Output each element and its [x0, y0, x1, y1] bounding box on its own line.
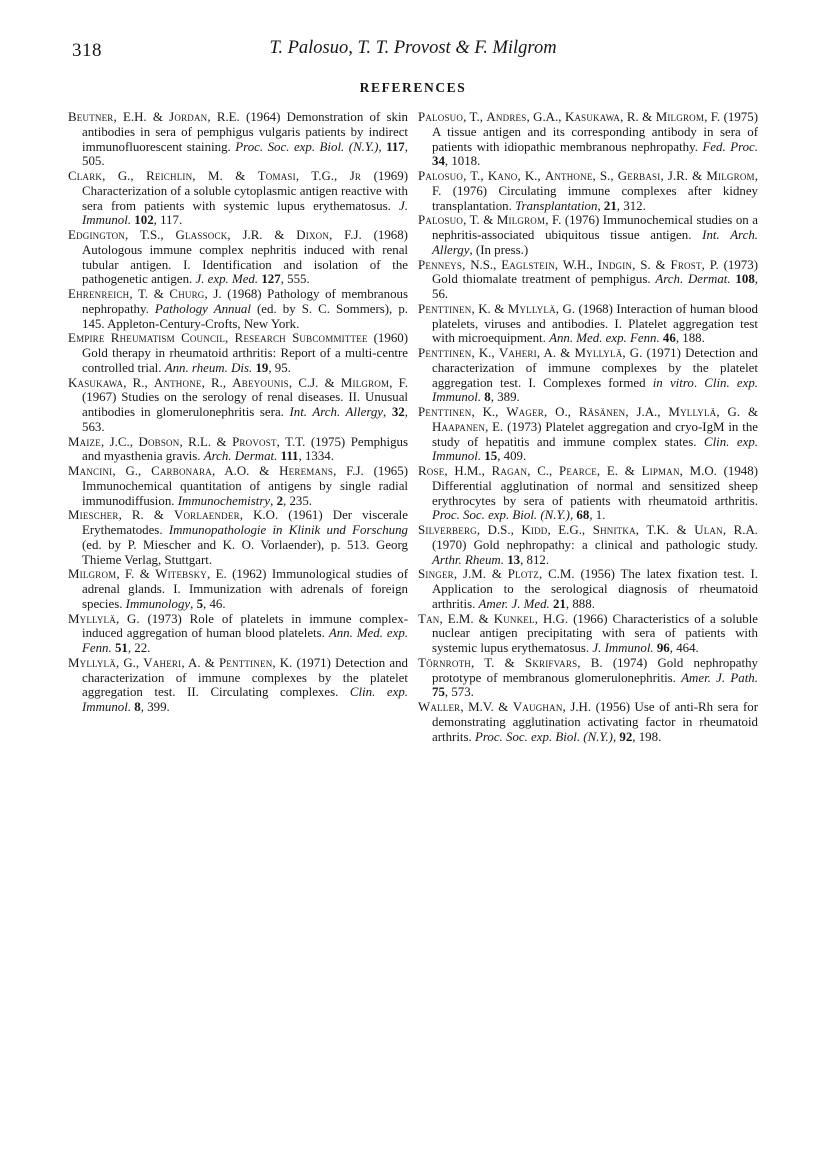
reference-entry: Singer, J.M. & Plotz, C.M. (1956) The latex fixation test. I. Application to the serological diagnosis of rheumatoid arthritis. Amer. J. Med. 21, 888.	[418, 567, 758, 611]
reference-entry: Törnroth, T. & Skrifvars, B. (1974) Gold nephropathy prototype of membranous glomerulonephritis. Amer. J. Path. 75, 573.	[418, 655, 758, 700]
page-number: 318	[72, 40, 102, 61]
reference-entry: Penttinen, K. & Myllylä, G. (1968) Interaction of human blood platelets, viruses and antibodies. I. Platelet aggregation test with microequipment. Ann. Med. exp. Fenn. 46, 188.	[418, 301, 758, 346]
reference-entry: Penneys, N.S., Eaglstein, W.H., Indgin, S. & Frost, P. (1973) Gold thiomalate treatment of pemphigus. Arch. Dermat. 108, 56.	[418, 257, 758, 301]
references-column-left	[68, 110, 408, 744]
reference-entry: Silverberg, D.S., Kidd, E.G., Shnitka, T.K. & Ulan, R.A. (1970) Gold nephropathy: a clinical and pathologic study. Arthr. Rheum. 13, 812.	[418, 523, 758, 567]
reference-entry: Mancini, G., Carbonara, A.O. & Heremans, F.J. (1965) Immunochemical quantitation of antigens by single radial immunodiffusion. Immunochemistry, 2, 235.	[68, 464, 408, 508]
reference-entry: Edgington, T.S., Glassock, J.R. & Dixon, F.J. (1968) Autologous immune complex nephritis induced with renal tubular antigen. I. Identification and isolation of the pathogenetic antigen. J. exp. Med. 127, 555.	[68, 228, 408, 287]
reference-entry: Myllylä, G. (1973) Role of platelets in immune complex-induced aggregation of human blood platelets. Ann. Med. exp. Fenn. 51, 22.	[68, 611, 408, 655]
reference-entry: Penttinen, K., Vaheri, A. & Myllylä, G. (1971) Detection and characterization of immune complexes by the platelet aggregation test. I. Complexes formed in vitro. Clin. exp. Immunol. 8, 389.	[418, 346, 759, 405]
reference-entry: Empire Rheumatism Council, Research Subcommittee (1960) Gold therapy in rheumatoid arthritis: Report of a multi-centre controlled trial. Ann. rheum. Dis. 19, 95.	[68, 331, 408, 375]
running-head: T. Palosuo, T. T. Provost & F. Milgrom	[269, 38, 557, 58]
references-section	[68, 110, 758, 744]
reference-entry: Myllylä, G., Vaheri, A. & Penttinen, K. (1971) Detection and characterization of immune complexes by the platelet aggregation test. II. Circulating complexes. Clin. exp. Immunol. 8, 399.	[68, 655, 408, 714]
reference-entry: Tan, E.M. & Kunkel, H.G. (1966) Characteristics of a soluble nuclear antigen precipitating with sera of patients with systemic lupus erythematosus. J. Immunol. 96, 464.	[418, 611, 759, 655]
reference-entry: Rose, H.M., Ragan, C., Pearce, E. & Lipman, M.O. (1948) Differential agglutination of normal and sensitized sheep erythrocytes by sera of patients with rheumatoid arthritis. Proc. Soc. exp. Biol. (N.Y.), 68, 1.	[418, 464, 758, 523]
reference-entry: Beutner, E.H. & Jordan, R.E. (1964) Demonstration of skin antibodies in sera of pemphigus vulgaris patients by indirect immunofluorescent staining. Proc. Soc. exp. Biol. (N.Y.), 117, 505.	[68, 110, 409, 169]
reference-entry: Waller, M.V. & Vaughan, J.H. (1956) Use of anti-Rh sera for demonstrating agglutination activating factor in rheumatoid arthrits. Proc. Soc. exp. Biol. (N.Y.), 92, 198.	[418, 700, 758, 744]
reference-entry: Miescher, R. & Vorlaender, K.O. (1961) Der viscerale Erythematodes. Immunopathologie in Klinik und Forschung (ed. by P. Miescher and K. O. Vorlaender), p. 513. Georg Thieme Verlag, Stuttgart.	[68, 508, 408, 567]
reference-entry: Milgrom, F. & Witebsky, E. (1962) Immunological studies of adrenal glands. I. Immunization with adrenals of foreign species. Immunology, 5, 46.	[68, 567, 408, 611]
reference-entry: Penttinen, K., Wager, O., Räsänen, J.A., Myllylä, G. & Haapanen, E. (1973) Platelet aggregation and cryo-IgM in the study of hepatitis and immune complex states. Clin. exp. Immunol. 15, 409.	[418, 405, 759, 464]
references-column-right	[418, 110, 758, 744]
reference-entry: Kasukawa, R., Anthone, R., Abeyounis, C.J. & Milgrom, F. (1967) Studies on the serology of renal diseases. II. Unusual antibodies in glomerulonephritis sera. Int. Arch. Allergy, 32, 563.	[68, 375, 409, 434]
reference-entry: Maize, J.C., Dobson, R.L. & Provost, T.T. (1975) Pemphigus and myasthenia gravis. Arch. Dermat. 111, 1334.	[68, 434, 408, 464]
reference-entry: Palosuo, T., Kano, K., Anthone, S., Gerbasi, J.R. & Milgrom, F. (1976) Circulating immune complexes after kidney transplantation. Transplantation, 21, 312.	[418, 169, 758, 213]
section-title: REFERENCES	[359, 80, 467, 95]
reference-entry: Palosuo, T. & Milgrom, F. (1976) Immunochemical studies on a nephritis-associated ubiquitous tissue antigen. Int. Arch. Allergy, (In press.)	[418, 213, 758, 257]
reference-entry: Ehrenreich, T. & Churg, J. (1968) Pathology of membranous nephropathy. Pathology Annual (ed. by S. C. Sommers), p. 145. Appleton-Century-Crofts, New York.	[68, 287, 409, 331]
reference-entry: Palosuo, T., Andres, G.A., Kasukawa, R. & Milgrom, F. (1975) A tissue antigen and its corresponding antibody in sera of patients with idiopathic membranous nephropathy. Fed. Proc. 34, 1018.	[418, 110, 758, 169]
reference-entry: Clark, G., Reichlin, M. & Tomasi, T.G., Jr (1969) Characterization of a soluble cytoplasmic antigen reactive with sera from patients with systemic lupus erythematosus. J. Immunol. 102, 117.	[68, 169, 408, 228]
